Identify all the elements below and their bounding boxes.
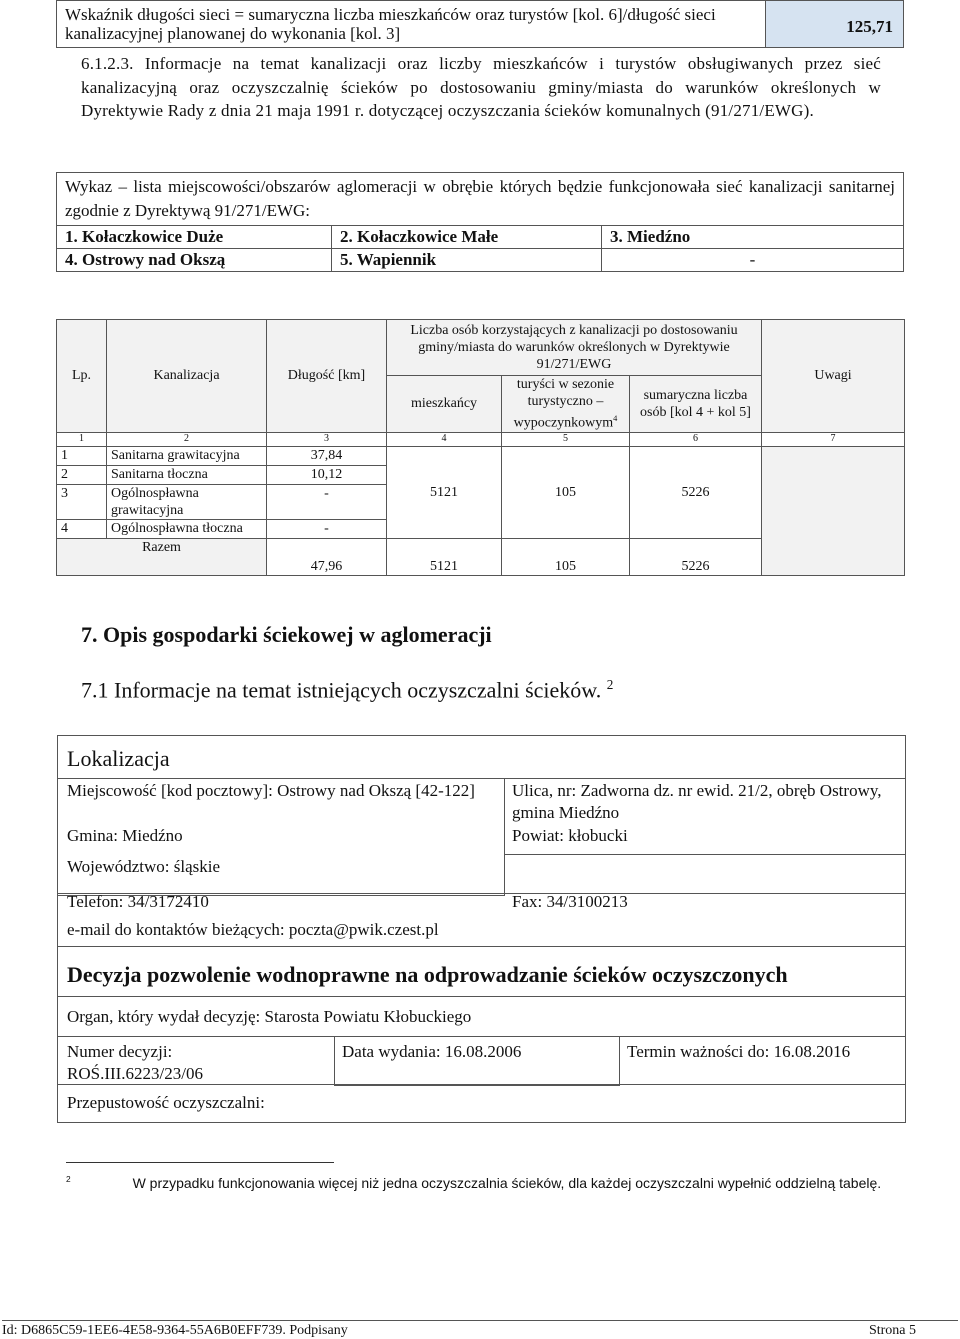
table-row: 4 Ogólnospławna tłoczna -	[57, 519, 905, 538]
col-turysci: turyści w sezonie turystyczno – wypoczynkowym$^4$	[502, 376, 630, 433]
section-heading-7: 7. Opis gospodarki ściekowej w aglomeracji	[81, 622, 492, 647]
footnote-separator	[66, 1162, 334, 1163]
divider	[58, 946, 905, 947]
divider	[58, 1084, 905, 1085]
table-row: 2 Sanitarna tłoczna 10,12	[57, 465, 905, 484]
powiat: Powiat: kłobucki	[512, 826, 628, 845]
page-footer	[2, 1320, 958, 1339]
density-indicator-label: Wskaźnik długości sieci = sumaryczna liczba mieszkańców oraz turystów [kol. 6]/długość sieci kanalizacyjnej planowanej do wykonania [kol. 3]	[57, 1, 766, 48]
locality-item: 3. Miedźno	[602, 226, 904, 249]
col-kanalizacja: Kanalizacja	[107, 320, 267, 433]
col-sumaryczna: sumaryczna liczba osób [kol 4 + kol 5]	[630, 376, 762, 433]
organ: Organ, który wydał decyzję: Starosta Powiatu Kłobuckiego	[67, 1007, 472, 1026]
col-number: 7	[762, 432, 905, 446]
locality-item: 4. Ostrowy nad Okszą	[57, 249, 332, 272]
termin-waznosci: Termin ważności do: 16.08.2016	[627, 1042, 851, 1061]
col-mieszkancy: mieszkańcy	[387, 376, 502, 433]
col-number: 2	[107, 432, 267, 446]
col-number: 6	[630, 432, 762, 446]
info-paragraph: 6.1.2.3. Informacje na temat kanalizacji oraz liczby mieszkańców i turystów obsługiwanych przez sieć kanalizacyjną oraz oczyszczalnię ścieków po dostosowaniu gminy/miasta do warunków określonych w Dyrektywie Rady z dnia 21 maja 1991 r. dotyczącej oczyszczania ścieków komunalnych (91/271/EWG).	[81, 54, 881, 120]
col-dlugosc: Długość [km]	[267, 320, 387, 433]
numer-decyzji: ROŚ.III.6223/23/06	[67, 1064, 203, 1083]
merged-turysci: 105	[502, 446, 630, 538]
wwtp-info-box	[57, 735, 906, 1123]
locality-item: 5. Wapiennik	[332, 249, 602, 272]
footnote-mark: 2	[66, 1174, 71, 1184]
ulica: Ulica, nr: Zadworna dz. nr ewid. 21/2, obręb Ostrowy, gmina Miedźno	[512, 781, 882, 822]
fax: Fax: 34/3100213	[512, 892, 628, 911]
wojewodztwo: Województwo: śląskie	[67, 857, 221, 876]
col-liczba-osob: Liczba osób korzystających z kanalizacji po dostosowaniu gminy/miasta do warunków określonych w Dyrektywie 91/271/EWG	[387, 320, 762, 376]
merged-sumaryczna: 5226	[630, 446, 762, 538]
gmina: Gmina: Miedźno	[67, 826, 183, 845]
locality-list-title: Wykaz – lista miejscowości/obszarów aglomeracji w obrębie których będzie funkcjonowała sieć kanalizacji sanitarnej zgodnie z Dyrektywą 91/271/EWG:	[57, 173, 904, 226]
telefon: Telefon: 34/3172410	[67, 892, 209, 911]
col-number: 5	[502, 432, 630, 446]
footnote	[66, 1168, 896, 1194]
merged-mieszkancy: 5121	[387, 446, 502, 538]
col-number: 3	[267, 432, 387, 446]
sewer-table	[56, 319, 905, 576]
page-number: Strona 5	[868, 1323, 916, 1338]
locality-list-table	[56, 172, 904, 272]
table-row: 3 Ogólnospławna grawitacyjna -	[57, 484, 905, 519]
footnote-text: W przypadku funkcjonowania więcej niż jedna oczyszczalnia ścieków, dla każdej oczyszczalni wypełnić oddzielną tabelę.	[132, 1174, 882, 1191]
col-number: 4	[387, 432, 502, 446]
locality-item: -	[602, 249, 904, 272]
table-row: 1 Sanitarna grawitacyjna 37,84 5121 105 5226	[57, 446, 905, 465]
miejscowosc: Miejscowość [kod pocztowy]: Ostrowy nad Okszą [42-122]	[67, 781, 475, 800]
locality-item: 2. Kołaczkowice Małe	[332, 226, 602, 249]
data-wydania: Data wydania: 16.08.2006	[342, 1042, 522, 1061]
decyzja-title: Decyzja pozwolenie wodnoprawne na odprowadzanie ścieków oczyszczonych	[67, 962, 788, 987]
przepustowosc: Przepustowość oczyszczalni:	[67, 1093, 265, 1112]
document-id: Id: D6865C59-1EE6-4E58-9364-55A6B0EFF739. Podpisany	[2, 1323, 348, 1338]
uwagi-cell	[762, 446, 905, 575]
numer-decyzji-label: Numer decyzji:	[67, 1042, 173, 1061]
col-uwagi: Uwagi	[762, 320, 905, 433]
divider	[58, 996, 905, 997]
locality-item: 1. Kołaczkowice Duże	[57, 226, 332, 249]
col-lp: Lp.	[57, 320, 107, 433]
density-indicator-table	[56, 0, 904, 48]
table-row-razem: Razem 47,96 5121 105 5226	[57, 538, 905, 575]
col-number: 1	[57, 432, 107, 446]
lokalizacja-title: Lokalizacja	[67, 746, 170, 771]
density-indicator-value: 125,71	[766, 1, 904, 48]
section-heading-7-1: 7.1 Informacje na temat istniejących oczyszczalni ścieków. $^2$	[81, 677, 614, 703]
email: e-mail do kontaktów bieżących: poczta@pwik.czest.pl	[67, 920, 439, 939]
